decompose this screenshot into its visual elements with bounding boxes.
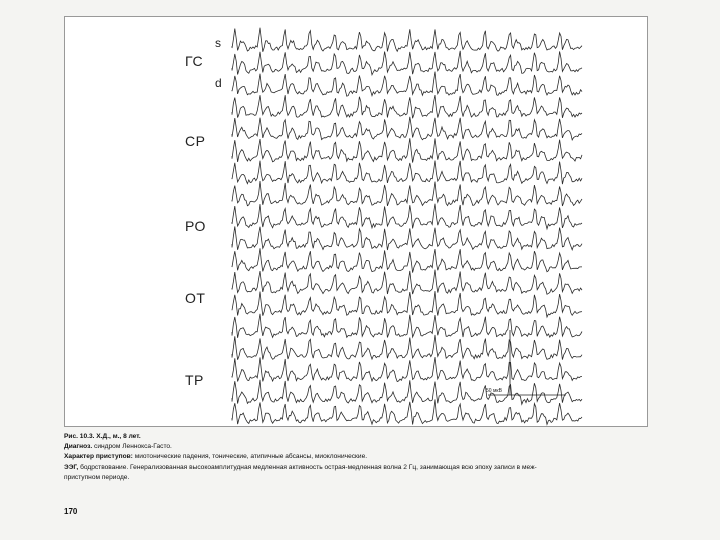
eeg-trace (232, 138, 582, 162)
caption-line-3 (64, 452, 664, 462)
eeg-text: бодрствование. Генерализованная высокоамплитудная медленная активность острая-медленная волна 2 Гц, занимающая всю эпоху записи в меж- (80, 463, 537, 471)
lead-label-ro: РО (185, 218, 206, 234)
eeg-trace (232, 399, 582, 424)
figure-caption (64, 432, 664, 483)
calibration-label: 50 мкВ (486, 388, 502, 394)
lead-label-ot: ОТ (185, 290, 206, 306)
marker-d: d (215, 76, 222, 90)
eeg-trace (232, 314, 582, 338)
eeg-trace (232, 28, 582, 52)
eeg-trace (232, 248, 582, 272)
marker-s: s (215, 36, 221, 50)
seizure-text: миотонические падения, тонические, атипичные абсансы, миоклонические. (134, 453, 368, 461)
caption-line-4 (64, 463, 664, 473)
caption-line-2 (64, 442, 664, 452)
eeg-trace (232, 95, 582, 118)
eeg-trace (232, 117, 582, 140)
eeg-trace (232, 291, 582, 317)
eeg-trace (232, 204, 582, 229)
caption-line-5 (64, 473, 664, 483)
eeg-text-cont: приступном периоде. (64, 473, 130, 481)
eeg-trace (232, 72, 582, 97)
lead-label-sr: СР (185, 133, 206, 149)
eeg-trace (232, 380, 582, 405)
eeg-trace (232, 335, 582, 360)
lead-label-tr: ТР (185, 372, 204, 388)
eeg-trace (232, 161, 582, 185)
eeg-trace (232, 51, 582, 75)
seizure-label: Характер приступов: (64, 453, 133, 461)
diagnosis-text: синдром Леннокса-Гасто. (94, 443, 172, 451)
eeg-trace (232, 270, 582, 295)
eeg-trace (232, 226, 582, 250)
eeg-label: ЭЭГ, (64, 463, 79, 471)
figure-label: Рис. 10.3. Х.Д., м., 8 лет. (64, 433, 141, 440)
page-number: 170 (64, 507, 78, 516)
eeg-trace (232, 181, 582, 206)
eeg-trace (232, 357, 582, 382)
lead-label-gs: ГС (185, 53, 204, 69)
diagnosis-label: Диагноз. (64, 443, 93, 451)
caption-line-1 (64, 432, 664, 442)
